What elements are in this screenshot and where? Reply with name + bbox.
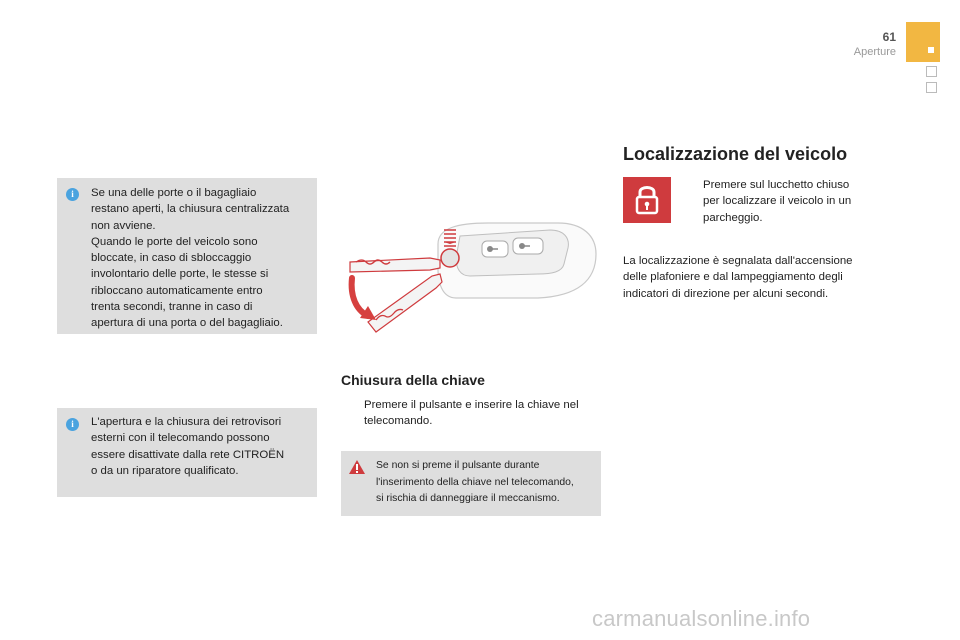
page-number: 61 bbox=[882, 30, 896, 44]
vehicle-locating-instruction: Premere sul lucchetto chiuso per localizzare il veicolo in un parcheggio. bbox=[703, 179, 852, 224]
key-folding-illustration bbox=[338, 218, 600, 340]
warning-text: Se non si preme il pulsante durante l'inserimento della chiave nel telecomando, si rischia di danneggiare il meccanismo. bbox=[376, 460, 574, 504]
chapter-tab bbox=[906, 22, 940, 62]
nav-square-2 bbox=[926, 82, 937, 93]
info-box-central-locking bbox=[57, 178, 317, 334]
vehicle-locating-description: La localizzazione è segnalata dall'accensione delle plafoniere e dal lampeggiamento degli indicatori di direzione per alcuni secondi. bbox=[623, 255, 853, 300]
key-closing-instruction: Premere il pulsante e inserire la chiave nel telecomando. bbox=[364, 399, 579, 428]
closed-padlock-icon bbox=[623, 177, 671, 223]
info-icon: i bbox=[66, 188, 79, 201]
warning-box-key bbox=[341, 451, 601, 516]
nav-square-1 bbox=[926, 66, 937, 77]
warning-icon bbox=[349, 460, 365, 474]
closed-padlock-button-illustration bbox=[623, 177, 671, 223]
vehicle-locating-title: Localizzazione del veicolo bbox=[623, 144, 848, 164]
info-box-mirrors bbox=[57, 408, 317, 497]
info-icon: i bbox=[66, 418, 79, 431]
key-closing-title: Chiusura della chiave bbox=[341, 372, 485, 388]
watermark: carmanualsonline.info bbox=[592, 606, 811, 631]
info-box-text: L'apertura e la chiusura dei retrovisori esterni con il telecomando possono essere disattivate dalla rete CITROËN o da un riparatore qualificato. bbox=[91, 416, 285, 477]
chapter-tab-marker bbox=[928, 47, 934, 53]
info-box-text: Se una delle porte o il bagagliaio restano aperti, la chiusura centralizzata non avviene. Quando le porte del veicolo sono bloccate, in caso di sbloccaggio involontario delle porte, le stesse si ribloccano automaticamente entro trenta secondi, tranne in caso di apertura di una porta o del bagagliaio. bbox=[91, 187, 290, 330]
section-title: Aperture bbox=[853, 46, 896, 58]
